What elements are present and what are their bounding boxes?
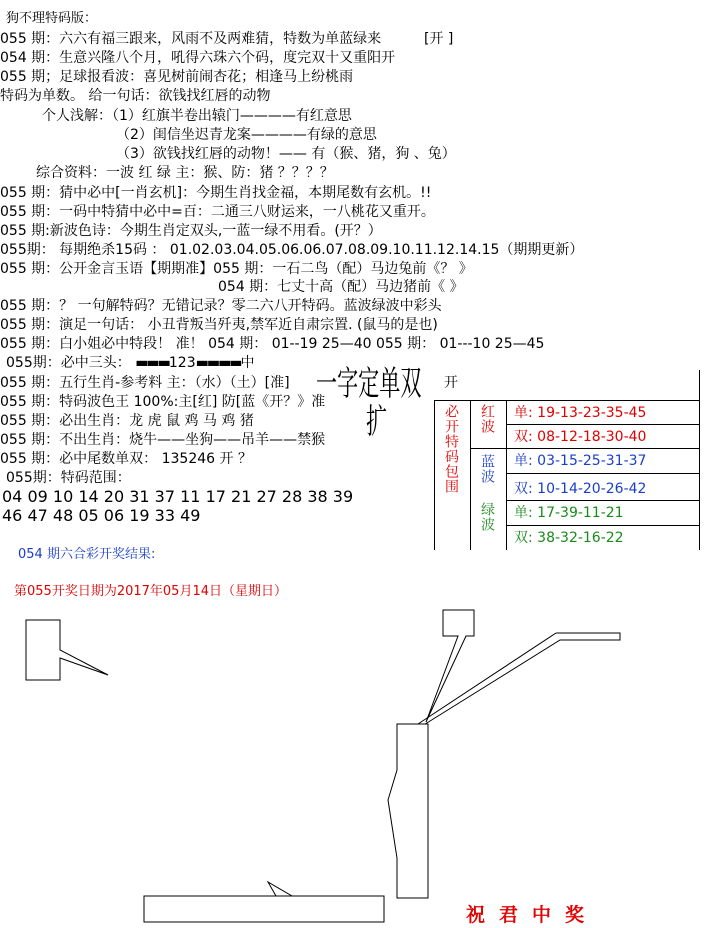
number-range-line: 46 47 48 05 06 19 33 49 <box>2 506 201 525</box>
table-title: 开 <box>444 375 458 391</box>
row-label: 双: <box>514 429 533 445</box>
text-line: 055 期：白小姐必中特段！ 准！ 054 期： 01--19 25—40 055 期： 01---10 25—45 <box>0 336 545 352</box>
text-line: 综合资料：一波 红 绿 主：猴、防：猪 ？？？？ <box>36 165 334 181</box>
text-line: 055 期：？ 一句解特码？无错记录？零二六八开特码。蓝波绿波中彩头 <box>0 298 442 314</box>
table-row <box>514 480 646 498</box>
row-numbers: 17-39-11-21 <box>537 505 624 521</box>
open-bracket: [开 ] <box>424 31 454 47</box>
handwritten-note: 一字定单双 <box>316 364 422 404</box>
result-callouts <box>0 600 720 928</box>
three-heads-tail: 中 <box>240 355 255 371</box>
text-line: 055期：特码范围： <box>6 470 131 486</box>
row-label: 单: <box>514 405 533 421</box>
red-wave-label: 红波 <box>479 404 495 434</box>
three-heads-line <box>6 354 255 372</box>
three-heads-label: 055期：必中三头： <box>6 355 131 371</box>
text-line: 个人浅解：（1）红旗半卷出辕门————有红意思 <box>42 108 352 124</box>
text-line: 055 期：猜中必中[一肖玄机]：今期生肖找金福，本期尾数有玄机。!! <box>0 185 432 201</box>
text-line: 055 期；足球报看波：喜见树前闹杏花；相逢马上纷桃雨 <box>0 69 354 85</box>
callout-bottom <box>144 882 384 922</box>
text-line: 055期： 每期绝杀15码 ： 01.02.03.04.05.06.06.07.08.09.10.11.12.14.15（期期更新） <box>0 242 584 258</box>
number-table <box>434 370 700 550</box>
blessing: 祝君中奖 <box>466 904 599 926</box>
callout-left <box>26 620 108 680</box>
bars-left: ▬▬▬ <box>135 355 169 371</box>
text-line: 055 期：一码中特猜中必中=百：二通三八财运来，一八桃花又重开。 <box>0 204 435 220</box>
page-title: 狗不理特码版： <box>6 11 98 26</box>
text-line: 055 期：必中尾数单双： 135246 开 ？ <box>0 451 252 467</box>
callout-top <box>426 610 474 722</box>
text-line: （3）欲钱找红唇的动物！—— 有（猴、猪，狗 、兔） <box>116 146 456 162</box>
text-line: 055 期：六六有福三跟来，风雨不及两难猜，特数为单蓝绿来 <box>0 31 382 47</box>
text-line: 特码为单数。 给一句话：欲钱找红唇的动物 <box>0 88 271 104</box>
text-line: 055 期：特码波色王 100%:主[红] 防[蓝《开？》准 <box>0 394 326 410</box>
number-range-line: 04 09 10 14 20 31 37 11 17 21 27 28 38 39 <box>2 487 354 506</box>
bars-right: ▬▬▬▬ <box>195 355 241 371</box>
table-row <box>514 529 624 547</box>
row-label: 单: <box>514 453 533 469</box>
callout-arrow-top <box>422 633 620 726</box>
text-line: 055 期：必出生肖：龙 虎 鼠 鸡 马 鸡 猪 <box>0 413 254 429</box>
row-label: 单: <box>514 505 533 521</box>
row-numbers: 38-32-16-22 <box>537 530 624 546</box>
three-heads-number: 123 <box>168 355 196 371</box>
row-label: 双: <box>514 481 533 497</box>
row-numbers: 03-15-25-31-37 <box>537 453 647 469</box>
table-row <box>514 404 646 422</box>
callout-tall <box>388 724 428 898</box>
results-title: 054 期六合彩开奖结果: <box>18 547 156 562</box>
side-label: 必开特码包围 <box>443 404 459 494</box>
text-line: 055 期：公开金言玉语【期期准】055 期：一石二鸟（配）马边兔前《？ 》 <box>0 261 473 277</box>
green-wave-label: 绿波 <box>479 502 495 532</box>
row-numbers: 08-12-18-30-40 <box>537 429 647 445</box>
table-row <box>514 452 646 470</box>
text-line: 054 期：生意兴隆八个月，吼得六珠六个码，度完双十又重阳开 <box>0 50 396 66</box>
text-line: 055 期：不出生肖：烧牛——坐狗——吊羊——禁猴 <box>0 432 326 448</box>
handwritten-note-2: 扩 <box>366 402 388 442</box>
text-line: （2）闺信坐迟青龙案————有绿的意思 <box>116 127 377 143</box>
text-line: 054 期：七丈十高（配）马边猪前《 》 <box>218 279 464 295</box>
text-line: 055 期：演足一句话： 小丑背叛当歼夷,禁军近自肃宗置. (鼠马的是也) <box>0 317 438 333</box>
row-label: 双: <box>514 530 533 546</box>
row-numbers: 19-13-23-35-45 <box>537 405 647 421</box>
table-row <box>514 504 624 522</box>
draw-date: 第055开奖日期为2017年05月14日（星期日） <box>14 584 287 599</box>
text-line: 055 期：五行生肖-参考料 主：（水）（土）[准] <box>0 375 290 391</box>
table-row <box>514 428 646 446</box>
row-numbers: 10-14-20-26-42 <box>537 481 647 497</box>
blue-wave-label: 蓝波 <box>479 454 495 484</box>
text-line: 055 期:新波色诗：今期生肖定双头,一蓝一绿不用看。(开？） <box>0 223 382 239</box>
